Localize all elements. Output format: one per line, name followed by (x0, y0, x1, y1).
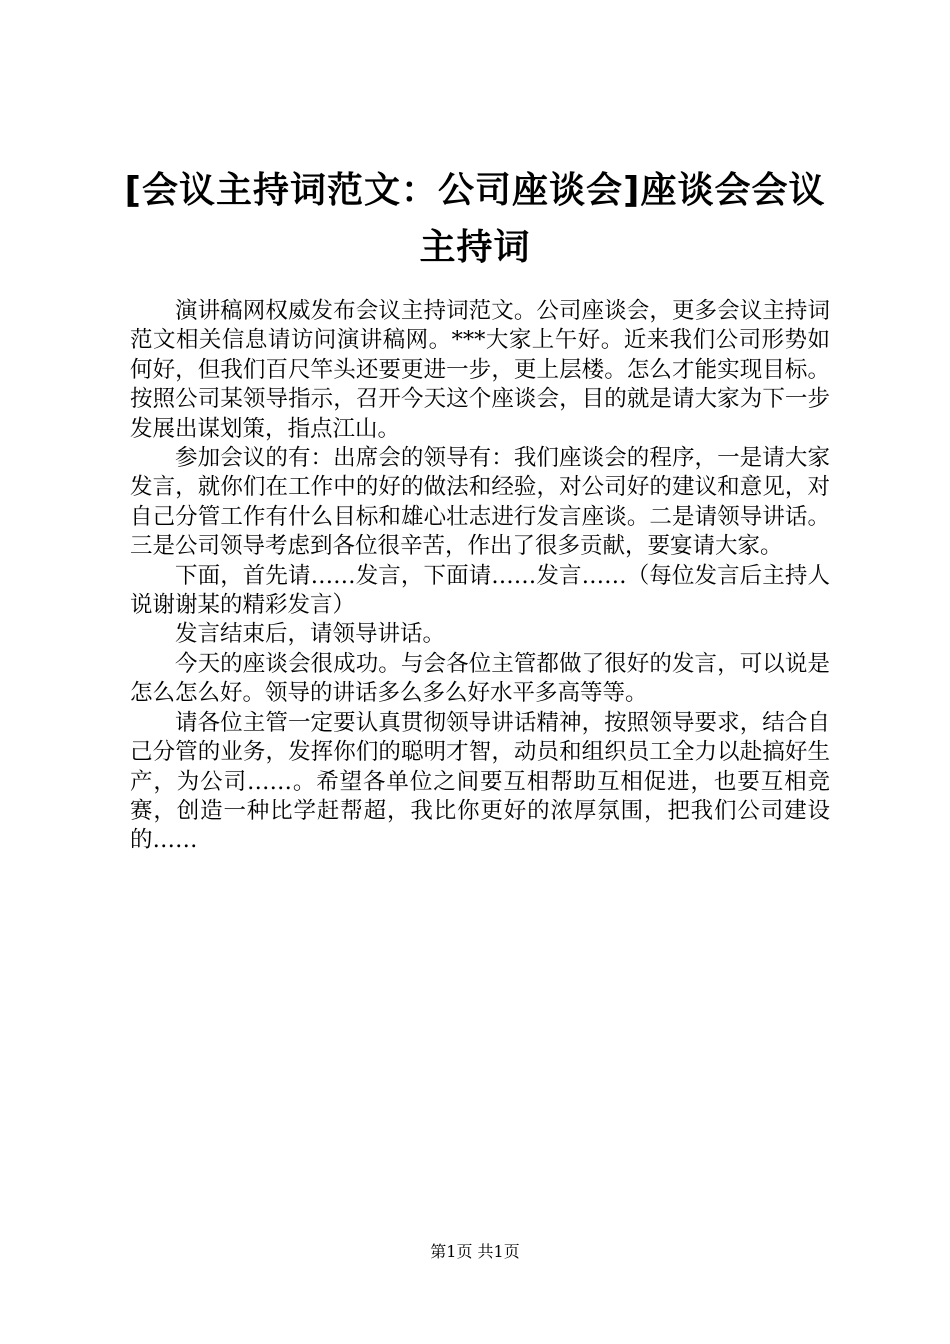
paragraph: 下面，首先请……发言，下面请……发言……（每位发言后主持人说谢谢某的精彩发言） (130, 562, 830, 619)
paragraph: 今天的座谈会很成功。与会各位主管都做了很好的发言，可以说是怎么怎么好。领导的讲话多么多么好水平多高等等。 (130, 650, 830, 707)
page-footer: 第1页 共1页 (430, 1242, 520, 1261)
document-body (130, 297, 830, 856)
paragraph: 演讲稿网权威发布会议主持词范文。公司座谈会，更多会议主持词范文相关信息请访问演讲稿网。***大家上午好。近来我们公司形势如何好，但我们百尺竿头还要更进一步，更上层楼。怎么才能实现目标。按照公司某领导指示，召开今天这个座谈会，目的就是请大家为下一步发展出谋划策，指点江山。 (130, 298, 830, 442)
document-title: [会议主持词范文：公司座谈会]座谈会会议主持词 (124, 170, 826, 268)
paragraph: 参加会议的有：出席会的领导有：我们座谈会的程序，一是请大家发言，就你们在工作中的好的做法和经验，对公司好的建议和意见，对自己分管工作有什么目标和雄心壮志进行发言座谈。二是请领导讲话。三是公司领导考虑到各位很辛苦，作出了很多贡献，要宴请大家。 (130, 445, 830, 560)
paragraph: 请各位主管一定要认真贯彻领导讲话精神，按照领导要求，结合自己分管的业务，发挥你们的聪明才智，动员和组织员工全力以赴搞好生产，为公司……。希望各单位之间要互相帮助互相促进，也要互相竞赛，创造一种比学赶帮超，我比你更好的浓厚氛围，把我们公司建设的…… (130, 709, 830, 854)
paragraph: 发言结束后，请领导讲话。 (175, 621, 446, 648)
